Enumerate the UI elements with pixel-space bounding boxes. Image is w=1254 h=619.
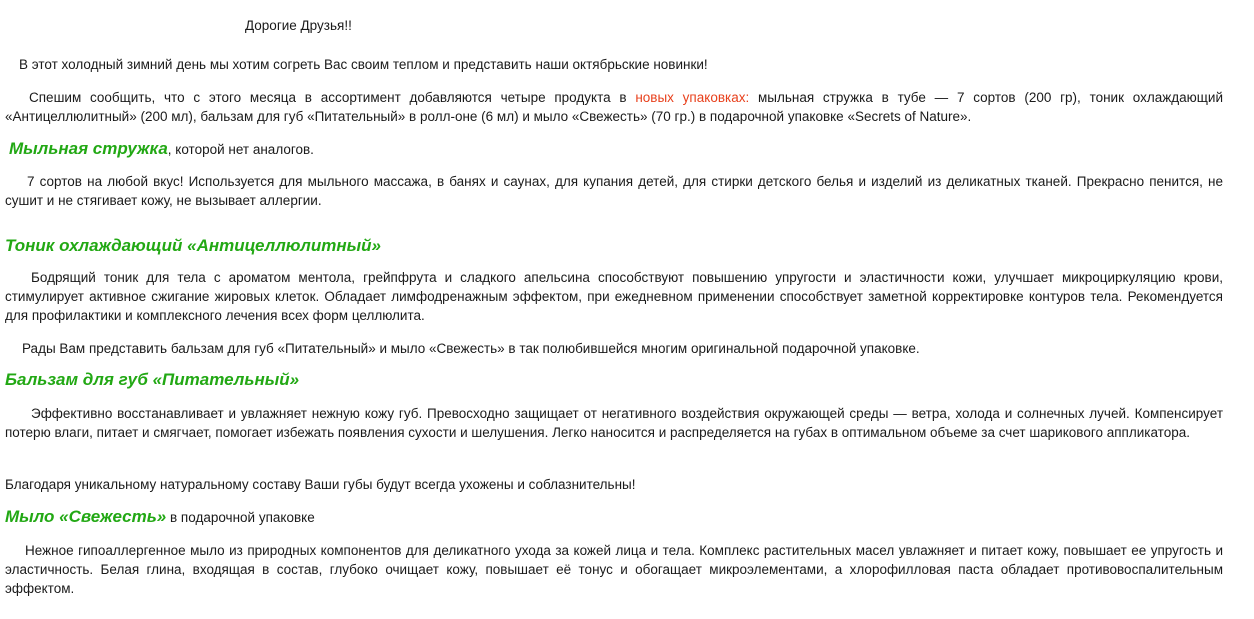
announcement-text-before: Спешим сообщить, что с этого месяца в ассортимент добавляются четыре продукта в <box>29 90 636 105</box>
soap-shavings-title: Мыльная стружка <box>9 139 168 158</box>
intro-paragraph: В этот холодный зимний день мы хотим согреть Вас своим теплом и представить наши октябрьские новинки! <box>19 57 708 72</box>
balm-heading-line <box>5 370 1223 390</box>
new-packaging-highlight: новых упаковках: <box>635 90 750 105</box>
soap-title: Мыло «Свежесть» <box>5 507 167 526</box>
tonic-description: Бодрящий тоник для тела с ароматом ментола, грейпфрута и сладкого апельсина способствуют повышению упругости и эластичности кожи, улучшает микроциркуляцию крови, стимулирует активное сжигание жировых клеток. Обладает лимфодренажным эффектом, при ежедневном применении способствует заметной корректировке контуров тела. Рекомендуется для профилактики и комплексного лечения всех форм целлюлита. <box>5 270 1223 323</box>
soap-heading-line <box>5 507 1223 527</box>
soap-description: Нежное гипоаллергенное мыло из природных компонентов для деликатного ухода за кожей лица и тела. Комплекс растительных масел увлажняет и питает кожу, повышает ее упругость и эластичность. Белая глина, входящая в состав, глубоко очищает кожу, повышает её тонус и обогащает микроэлементами, а хлорофилловая паста обладает противовоспалительным эффектом. <box>5 543 1223 596</box>
soap-shavings-heading-line <box>9 139 1227 159</box>
balm-title: Бальзам для губ «Питательный» <box>5 370 300 389</box>
soap-shavings-description: 7 сортов на любой вкус! Используется для мыльного массажа, в банях и саунах, для купания детей, для стирки детского белья и изделий из деликатных тканей. Прекрасно пенится, не сушит и не стягивает кожу, не вызывает аллергии. <box>5 174 1223 208</box>
announcement-text-after: мыльная стружка в тубе — 7 сортов (200 гр), тоник охлаждающий «Антицеллюлитный» (200 мл), бальзам для губ «Питательный» в ролл-оне (6 мл) и мыло «Свежесть» (70 гр.) в подарочной упаковке «Secrets of Nature». <box>5 90 1224 124</box>
soap-shavings-title-suffix: , которой нет аналогов. <box>167 142 314 157</box>
tonic-title: Тоник охлаждающий «Антицеллюлитный» <box>5 236 381 255</box>
gift-intro-paragraph: Рады Вам представить бальзам для губ «Питательный» и мыло «Свежесть» в так полюбившейся многим оригинальной подарочной упаковке. <box>22 341 920 356</box>
announcement-paragraph <box>5 88 1223 126</box>
balm-description: Эффективно восстанавливает и увлажняет нежную кожу губ. Превосходно защищает от негативного воздействия окружающей среды — ветра, холода и солнечных лучей. Компенсирует потерю влаги, питает и смягчает, помогает избежать появления сухости и шелушения. Легко наносится и распределяется на губах в оптимальном объеме за счет шарикового аппликатора. <box>5 406 1223 440</box>
balm-extra-paragraph: Благодаря уникальному натуральному составу Ваши губы будут всегда ухожены и соблазнительны! <box>5 477 636 492</box>
greeting: Дорогие Друзья!! <box>245 18 352 33</box>
tonic-heading-line <box>5 236 1223 256</box>
soap-title-suffix: в подарочной упаковке <box>166 510 315 525</box>
